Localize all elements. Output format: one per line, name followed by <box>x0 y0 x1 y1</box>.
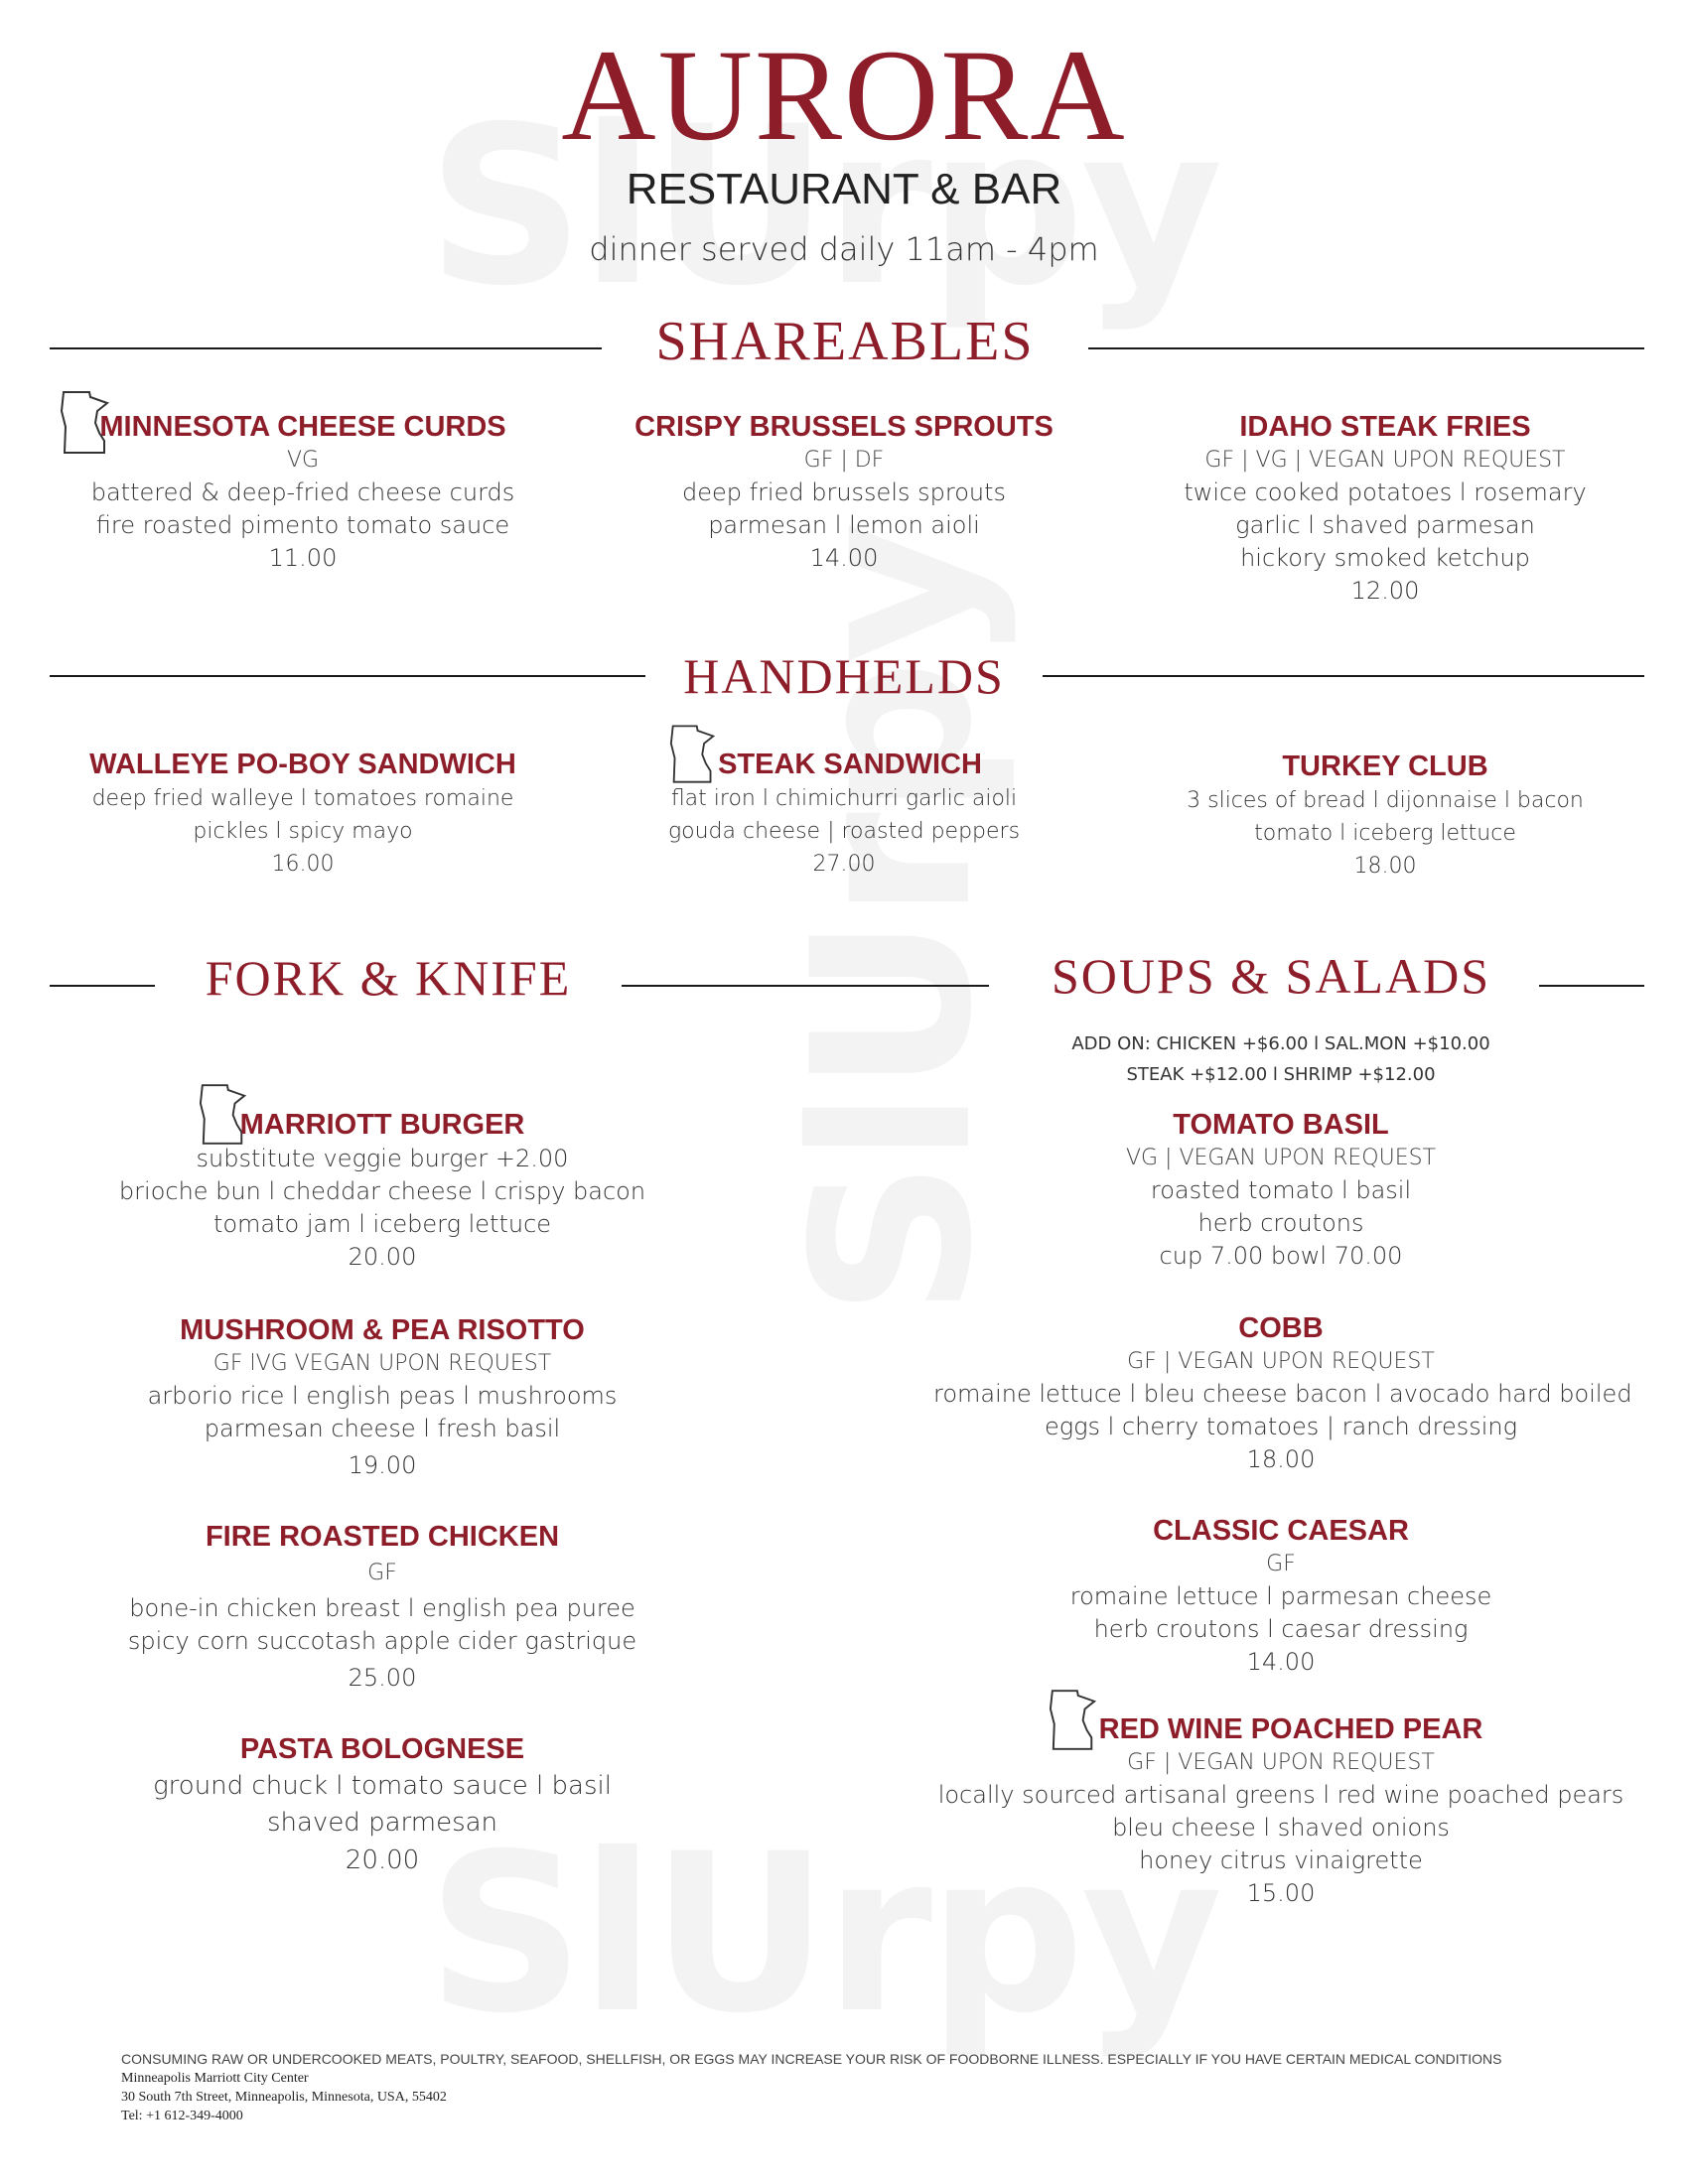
item-tags: GF | VEGAN UPON REQUEST <box>1127 1349 1435 1374</box>
item-price: 25.00 <box>348 1664 417 1692</box>
item-description: romaine lettuce l bleu cheese bacon l avocado hard boiled <box>933 1380 1632 1408</box>
item-name: CLASSIC CAESAR <box>1153 1515 1409 1547</box>
menu-item <box>79 1312 685 1485</box>
item-description: garlic l shaved parmesan <box>1235 511 1535 539</box>
menu-item <box>1142 749 1628 883</box>
addon-line: STEAK +$12.00 l SHRIMP +$12.00 <box>1126 1064 1436 1085</box>
item-name: MINNESOTA CHEESE CURDS <box>99 411 506 443</box>
section-title-soups-salads: SOUPS & SALADS <box>1051 948 1490 1004</box>
item-name: IDAHO STEAK FRIES <box>1239 411 1531 443</box>
venue-name: Minneapolis Marriott City Center <box>121 2071 309 2086</box>
item-price: 12.00 <box>1350 577 1420 605</box>
divider <box>50 675 645 677</box>
section-title-fork-knife: FORK & KNIFE <box>205 950 572 1006</box>
item-price: 18.00 <box>1353 854 1417 879</box>
restaurant-title: AURORA <box>561 22 1127 168</box>
divider <box>1539 985 1644 987</box>
item-price: 14.00 <box>809 544 879 572</box>
item-description: deep fried walleye l tomatoes romaine <box>91 786 514 811</box>
item-description: spicy corn succotash apple cider gastrique <box>127 1627 637 1655</box>
item-description: parmesan cheese l fresh basil <box>204 1415 561 1442</box>
item-description: substitute veggie burger +2.00 <box>196 1145 569 1172</box>
section-title-shareables: SHAREABLES <box>655 311 1035 372</box>
addon-note <box>1033 1028 1529 1090</box>
menu-item <box>933 1711 1628 1910</box>
hours-text: dinner served daily 11am - 4pm <box>589 230 1099 268</box>
item-description: parmesan l lemon aioli <box>708 511 980 539</box>
addon-line: ADD ON: CHICKEN +$6.00 l SAL.MON +$10.00 <box>1071 1033 1490 1054</box>
item-description: arborio rice l english peas l mushrooms <box>147 1382 618 1410</box>
item-price: 14.00 <box>1246 1648 1316 1676</box>
menu-item <box>1142 409 1628 608</box>
venue-address: 30 South 7th Street, Minneapolis, Minnesota, USA, 55402 <box>121 2090 447 2105</box>
item-description: fire roasted pimento tomato sauce <box>95 511 510 539</box>
item-tags: GF lVG VEGAN UPON REQUEST <box>212 1351 552 1376</box>
item-name: TOMATO BASIL <box>1173 1109 1389 1141</box>
menu-item <box>933 1513 1628 1679</box>
item-description: shaved parmesan <box>266 1808 498 1838</box>
menu-item <box>60 747 546 881</box>
item-name: WALLEYE PO-BOY SANDWICH <box>89 749 516 780</box>
item-description: hickory smoked ketchup <box>1240 544 1530 572</box>
item-description: bleu cheese l shaved onions <box>1112 1814 1450 1842</box>
item-description: honey citrus vinaigrette <box>1139 1846 1423 1874</box>
item-description: tomato l iceberg lettuce <box>1254 821 1516 846</box>
item-description: flat iron l chimichurri garlic aioli <box>670 786 1018 811</box>
item-description: gouda cheese | roasted peppers <box>667 819 1021 844</box>
footer <box>121 2049 1511 2125</box>
item-price: cup 7.00 bowl 70.00 <box>1159 1242 1403 1270</box>
item-tags: GF <box>1266 1552 1296 1576</box>
item-price: 18.00 <box>1246 1445 1316 1473</box>
menu-item <box>79 1107 685 1274</box>
divider <box>1043 675 1644 677</box>
food-safety-disclaimer: CONSUMING RAW OR UNDERCOOKED MEATS, POULTRY, SEAFOOD, SHELLFISH, OR EGGS MAY INCREASE YOUR RISK OF FOODBORNE ILLNESS. ESPECIALLY IF YOU HAVE CERTAIN MEDICAL CONDITIONS <box>121 2051 1502 2067</box>
item-name: COBB <box>1238 1312 1324 1344</box>
item-description: bone-in chicken breast l english pea puree <box>129 1594 635 1622</box>
item-name: PASTA BOLOGNESE <box>239 1733 525 1765</box>
item-description: herb croutons l caesar dressing <box>1093 1615 1469 1643</box>
item-price: 15.00 <box>1246 1879 1316 1907</box>
menu-item <box>79 1731 685 1880</box>
item-description: eggs l cherry tomatoes | ranch dressing <box>1044 1413 1518 1440</box>
item-description: twice cooked potatoes l rosemary <box>1184 478 1587 506</box>
item-description: battered & deep-fried cheese curds <box>90 478 515 506</box>
minnesota-icon <box>60 389 111 457</box>
item-name: CRISPY BRUSSELS SPROUTS <box>634 411 1054 443</box>
item-price: 20.00 <box>348 1243 417 1271</box>
restaurant-subtitle: RESTAURANT & BAR <box>626 165 1062 213</box>
item-description: 3 slices of bread l dijonnaise l bacon <box>1187 788 1584 813</box>
item-price: 20.00 <box>345 1845 420 1875</box>
venue-phone: Tel: +1 612-349-4000 <box>121 2109 243 2123</box>
menu-item <box>596 409 1092 575</box>
item-description: locally sourced artisanal greens l red wine poached pears <box>937 1781 1624 1809</box>
item-name: STEAK SANDWICH <box>718 749 982 780</box>
item-name: TURKEY CLUB <box>1282 751 1488 782</box>
menu-item <box>79 1519 685 1698</box>
item-description: ground chuck l tomato sauce l basil <box>153 1771 612 1801</box>
item-name: MARRIOTT BURGER <box>239 1109 525 1141</box>
item-name: RED WINE POACHED PEAR <box>1098 1713 1483 1745</box>
item-tags: GF | VG | VEGAN UPON REQUEST <box>1204 448 1566 473</box>
menu-item <box>933 1310 1632 1476</box>
item-description: pickles l spicy mayo <box>193 819 413 844</box>
item-description: romaine lettuce l parmesan cheese <box>1069 1582 1492 1610</box>
item-tags: GF | DF <box>803 448 885 473</box>
item-price: 27.00 <box>812 852 876 877</box>
divider <box>50 347 602 349</box>
item-tags: VG | VEGAN UPON REQUEST <box>1125 1146 1437 1170</box>
item-description: tomato jam l iceberg lettuce <box>212 1210 552 1238</box>
item-price: 19.00 <box>348 1451 417 1479</box>
divider <box>1088 347 1644 349</box>
item-tags: GF <box>367 1561 397 1585</box>
item-price: 11.00 <box>268 544 338 572</box>
item-description: roasted tomato l basil <box>1150 1176 1412 1204</box>
section-title-handhelds: HANDHELDS <box>683 648 1005 704</box>
item-tags: GF | VEGAN UPON REQUEST <box>1127 1750 1435 1775</box>
divider <box>50 985 155 987</box>
item-price: 16.00 <box>271 852 335 877</box>
item-name: MUSHROOM & PEA RISOTTO <box>180 1314 585 1346</box>
menu-item <box>60 409 546 575</box>
item-description: deep fried brussels sprouts <box>681 478 1006 506</box>
item-description: herb croutons <box>1197 1209 1364 1237</box>
item-name: FIRE ROASTED CHICKEN <box>205 1521 560 1553</box>
menu-item <box>933 1107 1628 1273</box>
item-description: brioche bun l cheddar cheese l crispy bacon <box>118 1177 646 1205</box>
menu-item <box>616 747 1072 881</box>
divider <box>622 985 989 987</box>
item-tags: VG <box>286 448 320 473</box>
